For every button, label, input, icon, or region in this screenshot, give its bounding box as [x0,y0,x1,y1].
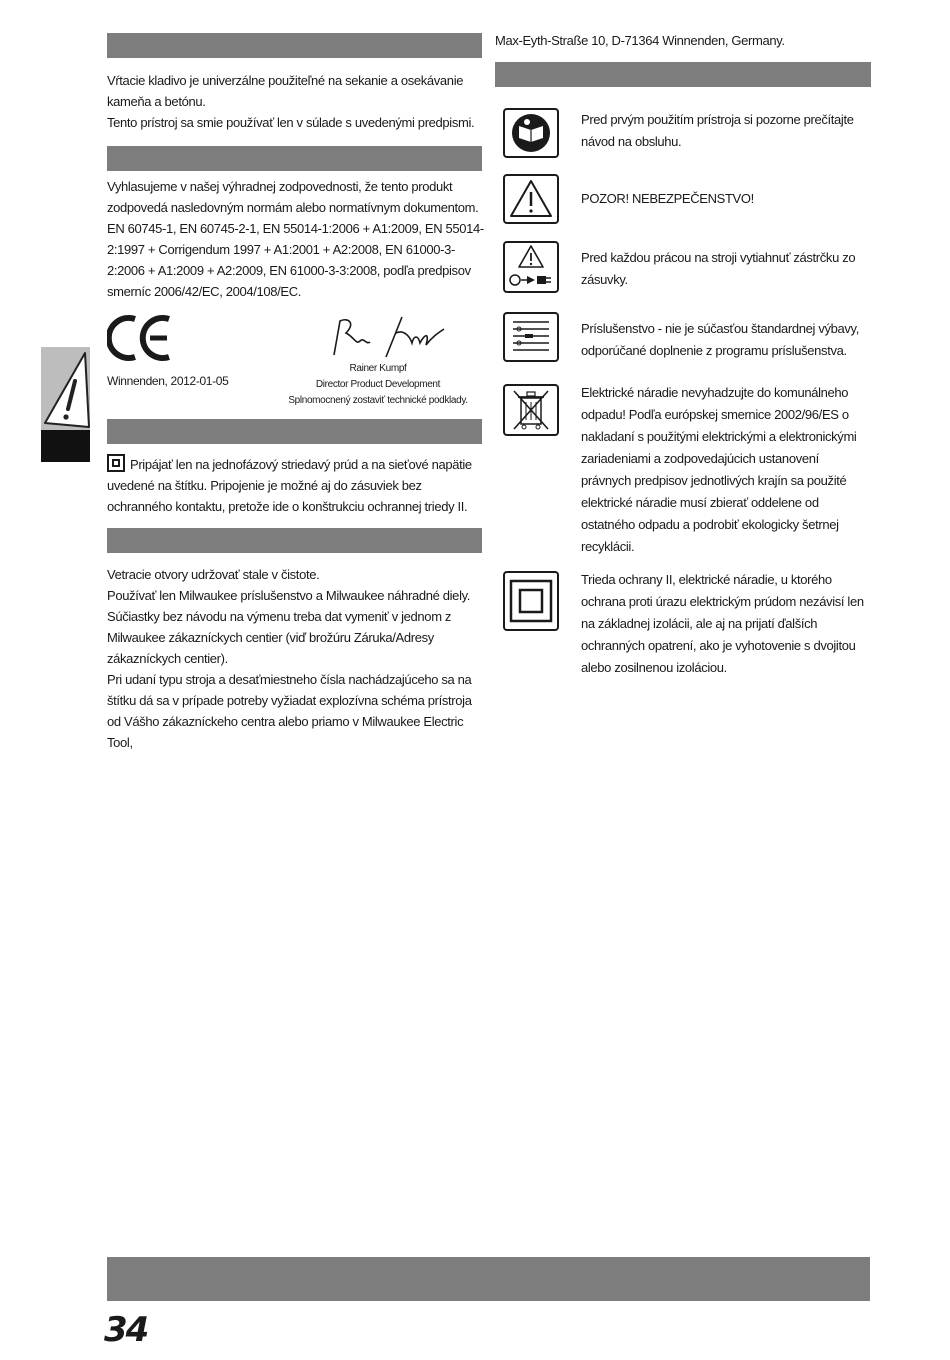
section-bar-symbols [495,62,871,87]
power-supply-paragraph: Pripájať len na jednofázový striedavý prúd a na sieťové napätie uvedené na štítku. Pripojenie je možné aj do zásuviek bez ochranného kontaktu, pretože ide o konštrukciu ochrannej triedy II. [107,457,472,514]
footer-bar [107,1257,870,1301]
symbol-text-disposal: Elektrické náradie nevyhadzujte do komunálneho odpadu! Podľa európskej smernice 2002/96/ES o nakladaní s použitými elektrickými a elektronickými zariadeniami a zodpovedajúcich ustanovení právnych predpisov jednotlivých krajín sa použité elektrické náradie musí zbierať oddelene od ostatného odpadu a podrobiť ekologicky šetrnej recyklácii. [581,385,857,554]
protection-class-ii-icon [503,571,559,631]
section-bar-power-supply [107,419,482,444]
intended-use-text [107,70,487,133]
read-manual-icon [503,108,559,158]
signature-date: Winnenden, 2012-01-05 [107,374,229,388]
crossed-bin-icon [503,384,559,436]
declaration-paragraph: Vyhlasujeme v našej výhradnej zodpovednosti, že tento produkt zodpovedá nasledovným normám alebo normatívnym dokumentom. EN 60745-1, EN 60745-2-1, EN 55014-1:2006 + A1:2009, EN 55014-2:1997 + Corrigendum 1997 + A1:2001 + A2:2008, EN 61000-3-2:2006 + A1:2009 + A2:2009, EN 61000-3-3:2008, podľa predpisov smerníc 2006/42/EC, 2004/108/EC. [107,179,484,299]
protection-class-ii-inline-icon [107,454,125,472]
symbol-text-protection-class: Trieda ochrany II, elektrické náradie, u ktorého ochrana proti úrazu elektrickým prúdom nezávisí len na základnej izolácii, ale aj na prijatí ďalších ochranných opatrení, ako je vyhotovenie s dvojitou alebo zosilnenou izoláciou. [581,572,864,675]
maintenance-paragraph-1: Vetracie otvory udržovať stale v čistote. [107,567,320,582]
ce-mark-icon [107,313,173,363]
symbol-text-accessories: Príslušenstvo - nie je súčasťou štandardnej výbavy, odporúčané doplnenie z programu príslušenstva. [581,321,859,358]
use-paragraph-2: Tento prístroj sa smie používať len v súlade s uvedenými predpismi. [107,115,475,130]
side-warning-icon [41,347,90,430]
manufacturer-address: Max-Eyth-Straße 10, D-71364 Winnenden, Germany. [495,33,785,48]
use-paragraph-1: Vŕtacie kladivo je univerzálne použiteľné na sekanie a osekávanie kameňa a betónu. [107,73,464,109]
signer-block [285,361,471,409]
symbol-text-unplug: Pred každou prácou na stroji vytiahnuť zástrčku zo zásuvky. [581,250,856,287]
power-supply-text [107,454,487,517]
maintenance-paragraph-2: Používať len Milwaukee príslušenstvo a Milwaukee náhradné diely. Súčiastky bez návodu na výmenu treba dat vymeniť v jednom z Milwaukee zákazníckych centier (viď brožúru Záruka/Adresy zákazníckych centier). [107,588,471,666]
signer-role: Splnomocnený zostaviť technické podklady. [288,395,468,406]
signer-title: Director Product Development [315,379,441,390]
side-warning-tab [41,347,90,462]
unplug-warning-icon [503,241,559,293]
signer-name: Rainer Kumpf [349,363,407,374]
symbol-text-read-manual: Pred prvým použitím prístroja si pozorne prečítajte návod na obsluhu. [581,112,854,149]
signature-image [326,315,452,360]
maintenance-text [107,564,487,753]
symbol-text-warning: POZOR! NEBEZPEČENSTVO! [581,191,754,206]
section-bar-declaration [107,146,482,171]
section-bar-maintenance [107,528,482,553]
accessories-icon [503,312,559,362]
warning-triangle-icon [503,174,559,224]
page-number: 34 [104,1310,148,1350]
declaration-text [107,176,487,302]
section-bar-intended-use [107,33,482,58]
maintenance-paragraph-3: Pri udaní typu stroja a desaťmiestneho čísla nachádzajúceho sa na štítku dá sa v prípade potreby vyžiadat explozívna schéma prístroja od Vášho zákazníckeho centra alebo priamo v Milwaukee Electric Tool, [107,672,472,750]
